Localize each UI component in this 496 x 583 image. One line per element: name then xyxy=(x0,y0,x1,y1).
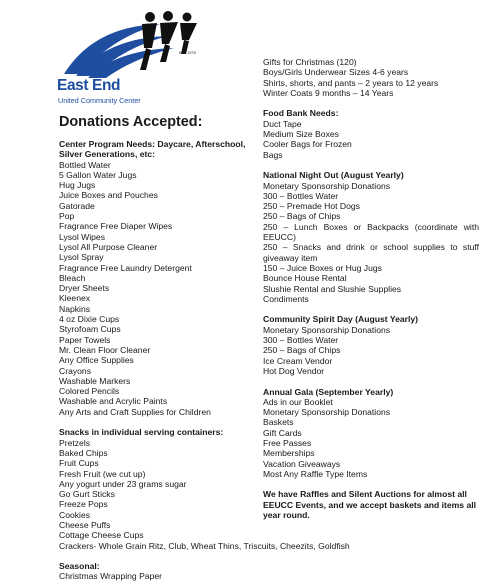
list-item: Washable and Acrylic Paints xyxy=(59,396,168,407)
list-item: Bottled Water xyxy=(59,159,111,170)
list-item: Lysol Spray xyxy=(59,252,104,263)
list-item: Go Gurt Sticks xyxy=(59,489,115,500)
list-item: Cheese Puffs xyxy=(59,519,111,530)
list-item: Napkins xyxy=(59,303,91,314)
right-column xyxy=(263,57,479,520)
list-item: Medium Size Boxes xyxy=(263,129,339,140)
people-figures-icon xyxy=(56,8,206,78)
list-item: 250 – Snacks and drink or school supplies to stuff giveaway item xyxy=(263,242,479,263)
list-item: Crackers- Whole Grain Ritz, Club, Wheat Thins, Triscuits, Cheezits, Goldfish xyxy=(59,540,350,551)
list-item: 300 – Bottles Water xyxy=(263,190,339,201)
section-spacer xyxy=(263,98,479,108)
list-item: Slushie Rental and Slushie Supplies xyxy=(263,283,402,294)
list-item: 250 – Lunch Boxes or Backpacks (coordinate with EEUCC) xyxy=(263,221,479,243)
list-item: Memberships xyxy=(263,448,315,459)
logo-subtitle: United Community Center xyxy=(58,96,141,105)
list-item: Washable Markers xyxy=(59,375,131,386)
list-item: Baked Chips xyxy=(59,447,108,458)
list-item: Boys/Girls Underwear Sizes 4-6 years xyxy=(263,67,409,78)
list-item: Ice Cream Vendor xyxy=(263,355,333,366)
list-item: Crayons xyxy=(59,365,91,376)
list-item: Hug Jugs xyxy=(59,180,96,191)
list-item: Winter Coats 9 months – 14 Years xyxy=(263,87,394,98)
list-item: Cookies xyxy=(59,509,91,520)
list-item: 5 Gallon Water Jugs xyxy=(59,169,137,180)
list-item: 150 – Juice Boxes or Hug Jugs xyxy=(263,262,382,273)
section-heading: Food Bank Needs: xyxy=(263,108,339,119)
list-item: Christmas Wrapping Paper xyxy=(59,571,163,582)
list-item: Any Arts and Craft Supplies for Children xyxy=(59,406,211,417)
list-item: 4 oz Dixie Cups xyxy=(59,314,120,325)
list-item: Monetary Sponsorship Donations xyxy=(263,407,391,418)
logo-name: East End xyxy=(57,77,121,94)
list-item: Juice Boxes and Pouches xyxy=(59,190,158,201)
section-heading: Community Spirit Day (August Yearly) xyxy=(263,314,419,325)
list-item: Bleach xyxy=(59,272,86,283)
section-spacer xyxy=(59,417,249,427)
section-spacer xyxy=(263,479,479,489)
list-item: Gift Cards xyxy=(263,427,302,438)
section-heading: Seasonal: xyxy=(59,561,100,572)
list-item: Fragrance Free Laundry Detergent xyxy=(59,262,192,273)
section-heading: National Night Out (August Yearly) xyxy=(263,170,404,181)
list-item: Most Any Raffle Type Items xyxy=(263,468,368,479)
list-item: Any yogurt under 23 grams sugar xyxy=(59,478,187,489)
list-item: Free Passes xyxy=(263,437,312,448)
section-spacer xyxy=(263,160,479,170)
list-item: Vacation Giveaways xyxy=(263,458,341,469)
list-item: Ads in our Booklet xyxy=(263,396,333,407)
page-title: Donations Accepted: xyxy=(59,114,203,130)
list-item: Colored Pencils xyxy=(59,386,120,397)
list-item: 250 – Bags of Chips xyxy=(263,211,341,222)
section-heading: Center Program Needs: Daycare, Afterschool, Silver Generations, etc: xyxy=(59,139,246,160)
list-item: Monetary Sponsorship Donations xyxy=(263,180,391,191)
list-item: Styrofoam Cups xyxy=(59,324,121,335)
list-item: Lysol Wipes xyxy=(59,231,106,242)
list-item: Fruit Cups xyxy=(59,458,99,469)
section-spacer xyxy=(263,376,479,386)
list-item: Bounce House Rental xyxy=(263,273,347,284)
list-item: Monetary Sponsorship Donations xyxy=(263,324,391,335)
list-item: Pop xyxy=(59,211,75,222)
section-heading: We have Raffles and Silent Auctions for almost all EEUCC Events, and we accept baskets and items all year round. xyxy=(263,489,477,521)
list-item: Baskets xyxy=(263,417,294,428)
list-item: Mr. Clean Floor Cleaner xyxy=(59,344,151,355)
list-item: Freeze Pops xyxy=(59,499,108,510)
list-item: Fragrance Free Diaper Wipes xyxy=(59,221,173,232)
list-item: Any Office Supplies xyxy=(59,355,134,366)
list-item: 300 – Bottles Water xyxy=(263,335,339,346)
section-spacer xyxy=(59,551,249,561)
list-item: Paper Towels xyxy=(59,334,111,345)
list-item: Lysol All Purpose Cleaner xyxy=(59,241,158,252)
list-item: Dryer Sheets xyxy=(59,283,110,294)
list-item: 250 – Bags of Chips xyxy=(263,345,341,356)
list-item: Duct Tape xyxy=(263,118,302,129)
section-heading: Annual Gala (September Yearly) xyxy=(263,386,394,397)
logo xyxy=(56,8,206,108)
list-item: Hot Dog Vendor xyxy=(263,365,325,376)
list-item: Condiments xyxy=(263,293,309,304)
list-item: 250 – Premade Hot Dogs xyxy=(263,201,360,212)
list-item: Gifts for Christmas (120) xyxy=(263,57,357,67)
section-heading: Snacks in individual serving containers: xyxy=(59,427,224,438)
list-item: Bags xyxy=(263,149,283,160)
established-label: Est. 1975 xyxy=(179,50,196,55)
list-item: Cooler Bags for Frozen xyxy=(263,139,352,150)
section-spacer xyxy=(263,304,479,314)
list-item: Gatorade xyxy=(59,200,95,211)
list-item: Fresh Fruit (we cut up) xyxy=(59,468,146,479)
list-item: Kleenex xyxy=(59,293,91,304)
list-item: Shirts, shorts, and pants – 2 years to 12 years xyxy=(263,77,439,88)
list-item: Pretzels xyxy=(59,437,91,448)
list-item: Cottage Cheese Cups xyxy=(59,530,144,541)
